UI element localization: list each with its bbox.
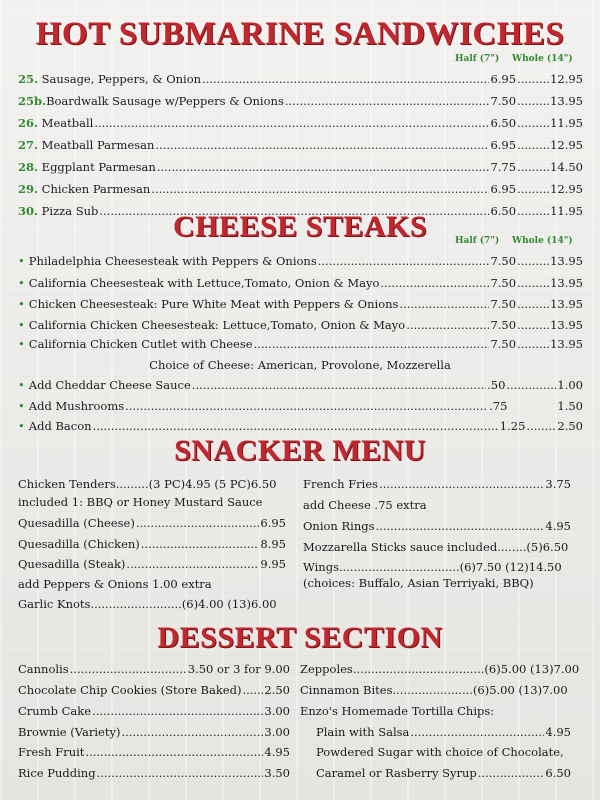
item-number: 28. xyxy=(18,160,39,174)
bullet: • xyxy=(18,276,25,290)
item-name: Pizza Sub xyxy=(41,204,99,218)
item-price: 3.50 or 3 for 9.00 xyxy=(187,662,290,676)
whole-price: 13.95 xyxy=(550,337,583,351)
item-price: 4.95 xyxy=(545,519,571,533)
item-name: Quesadilla (Cheese) xyxy=(18,516,135,530)
menu-item xyxy=(18,160,583,174)
menu-item xyxy=(18,182,583,196)
menu-item xyxy=(18,662,290,676)
bullet: • xyxy=(18,399,25,413)
whole-price: 13.95 xyxy=(550,276,583,290)
chicken-tenders-line: Chicken Tenders.........(3 PC)4.95 (5 PC)6.50 xyxy=(18,477,277,491)
item-number: 25. xyxy=(18,72,39,86)
cheese-choice-note: Choice of Cheese: American, Provolone, Mozzerella xyxy=(149,358,451,372)
item-price: 3.00 xyxy=(264,725,290,739)
item-name: Chicken Cheesesteak: Pure White Meat with Peppers & Onions xyxy=(28,297,399,311)
bullet: • xyxy=(18,318,25,332)
item-name: California Chicken Cutlet with Cheese xyxy=(28,337,253,351)
item-price: 9.95 xyxy=(260,557,286,571)
mozzarella-sticks-line: Mozzarella Sticks sauce included........(5)6.50 xyxy=(303,540,569,554)
menu-item xyxy=(18,725,290,739)
menu-item xyxy=(18,704,290,718)
item-name: Boardwalk Sausage w/Peppers & Onions xyxy=(46,94,284,108)
half-price: 7.50 xyxy=(490,276,517,290)
half-price: .75 xyxy=(489,399,508,413)
item-name: Plain with Salsa xyxy=(316,725,410,739)
item-name: Caramel or Rasberry Syrup xyxy=(316,766,477,780)
item-name: Sausage, Peppers, & Onion xyxy=(41,72,202,86)
whole-price: 13.95 xyxy=(550,297,583,311)
menu-item xyxy=(316,725,571,739)
item-name: Meatball Parmesan xyxy=(41,138,155,152)
item-name: French Fries xyxy=(303,477,379,491)
whole-price: 13.95 xyxy=(550,318,583,332)
half-size-label: Half (7") xyxy=(455,54,500,64)
addon-item xyxy=(18,419,583,433)
wings-line: Wings.................................(6)7.50 (12)14.50 xyxy=(303,560,562,574)
item-price: 4.95 xyxy=(545,725,571,739)
menu-item xyxy=(316,766,571,780)
section-title-dessert: DESSERT SECTION xyxy=(157,621,443,654)
section-title-subs: HOT SUBMARINE SANDWICHES xyxy=(35,16,565,52)
item-name: Quesadilla (Chicken) xyxy=(18,537,140,551)
addon-item xyxy=(18,399,583,413)
item-name: Philadelphia Cheesesteak with Peppers & Onions xyxy=(28,254,317,268)
item-name: Add Bacon xyxy=(28,419,92,433)
whole-price: 14.50 xyxy=(550,160,583,174)
half-price: 6.95 xyxy=(490,138,517,152)
bullet: • xyxy=(18,378,25,392)
item-price: 6.95 xyxy=(260,516,286,530)
item-number: 26. xyxy=(18,116,39,130)
whole-price: 1.50 xyxy=(557,399,583,413)
item-name: California Cheesesteak with Lettuce,Tomato, Onion & Mayo xyxy=(28,276,380,290)
item-name: Eggplant Parmesan xyxy=(41,160,156,174)
item-name: Add Mushrooms xyxy=(28,399,125,413)
half-price: 1.25 xyxy=(499,419,526,433)
whole-price: 13.95 xyxy=(550,254,583,268)
item-name: Crumb Cake xyxy=(18,704,92,718)
item-price: 3.00 xyxy=(264,704,290,718)
bullet: • xyxy=(18,337,25,351)
half-price: 6.50 xyxy=(490,116,517,130)
menu-item xyxy=(18,766,290,780)
whole-size-label: Whole (14") xyxy=(512,54,573,64)
item-name: Cannolis xyxy=(18,662,69,676)
whole-price: 12.95 xyxy=(550,138,583,152)
item-name: Add Cheddar Cheese Sauce xyxy=(28,378,191,392)
item-number: 25b. xyxy=(18,94,47,108)
menu-item xyxy=(18,557,286,571)
menu-item xyxy=(18,683,290,697)
tenders-sauce-note: included 1: BBQ or Honey Mustard Sauce xyxy=(18,495,263,509)
item-price: 6.50 xyxy=(545,766,571,780)
bullet: • xyxy=(18,419,25,433)
menu-item xyxy=(18,537,286,551)
item-price: 3.50 xyxy=(264,766,290,780)
item-price: 8.95 xyxy=(260,537,286,551)
item-name: Brownie (Variety) xyxy=(18,725,121,739)
section-title-snacker: SNACKER MENU xyxy=(174,434,426,467)
item-name: Chocolate Chip Cookies (Store Baked) xyxy=(18,683,242,697)
peppers-onions-note: add Peppers & Onions 1.00 extra xyxy=(18,577,212,591)
section-title-steaks: CHEESE STEAKS xyxy=(172,210,428,243)
half-price: .50 xyxy=(487,378,506,392)
whole-size-label: Whole (14") xyxy=(512,236,573,246)
item-name: Onion Rings xyxy=(303,519,375,533)
half-size-label: Half (7") xyxy=(455,236,500,246)
item-number: 30. xyxy=(18,204,39,218)
half-price: 7.50 xyxy=(490,254,517,268)
menu-item xyxy=(18,318,583,332)
whole-price: 11.95 xyxy=(550,116,583,130)
menu-item xyxy=(18,516,286,530)
half-price: 6.95 xyxy=(490,182,517,196)
fries-cheese-note: add Cheese .75 extra xyxy=(303,498,427,512)
tortilla-chips-heading: Enzo's Homemade Tortilla Chips: xyxy=(300,704,495,718)
bullet: • xyxy=(18,254,25,268)
whole-price: 13.95 xyxy=(550,94,583,108)
whole-price: 11.95 xyxy=(550,204,583,218)
half-price: 7.50 xyxy=(490,297,517,311)
powdered-sugar-line: Powdered Sugar with choice of Chocolate, xyxy=(316,745,564,759)
menu-item xyxy=(303,477,571,491)
half-price: 6.50 xyxy=(490,204,517,218)
whole-price: 12.95 xyxy=(550,182,583,196)
whole-price: 1.00 xyxy=(557,378,583,392)
half-price: 6.95 xyxy=(490,72,517,86)
whole-price: 12.95 xyxy=(550,72,583,86)
zeppoles-line: Zeppoles....................................(6)5.00 (13)7.00 xyxy=(300,662,580,676)
menu-item xyxy=(18,94,583,108)
addon-item xyxy=(18,378,583,392)
item-name: Rice Pudding xyxy=(18,766,96,780)
menu-item xyxy=(303,519,571,533)
item-name: Meatball xyxy=(41,116,94,130)
item-number: 27. xyxy=(18,138,39,152)
menu-item xyxy=(18,254,583,268)
menu-item xyxy=(18,276,583,290)
menu-item xyxy=(18,297,583,311)
garlic-knots-line: Garlic Knots.........................(6)4.00 (13)6.00 xyxy=(18,597,277,611)
half-price: 7.50 xyxy=(490,94,517,108)
item-name: Fresh Fruit xyxy=(18,745,85,759)
cinnamon-bites-line: Cinnamon Bites......................(6)5.00 (13)7.00 xyxy=(300,683,568,697)
whole-price: 2.50 xyxy=(557,419,583,433)
item-price: 4.95 xyxy=(264,745,290,759)
wings-choices-note: (choices: Buffalo, Asian Terriyaki, BBQ) xyxy=(303,576,534,590)
menu-item xyxy=(18,116,583,130)
item-name: Chicken Parmesan xyxy=(41,182,151,196)
item-number: 29. xyxy=(18,182,39,196)
menu-item xyxy=(18,745,290,759)
menu-item xyxy=(18,72,583,86)
item-price: 2.50 xyxy=(264,683,290,697)
half-price: 7.50 xyxy=(490,337,517,351)
menu-item xyxy=(18,138,583,152)
half-price: 7.50 xyxy=(490,318,517,332)
menu-item xyxy=(18,337,583,351)
item-price: 3.75 xyxy=(545,477,571,491)
half-price: 7.75 xyxy=(490,160,517,174)
item-name: Quesadilla (Steak) xyxy=(18,557,126,571)
item-name: California Chicken Cheesesteak: Lettuce,Tomato, Onion & Mayo xyxy=(28,318,406,332)
bullet: • xyxy=(18,297,25,311)
